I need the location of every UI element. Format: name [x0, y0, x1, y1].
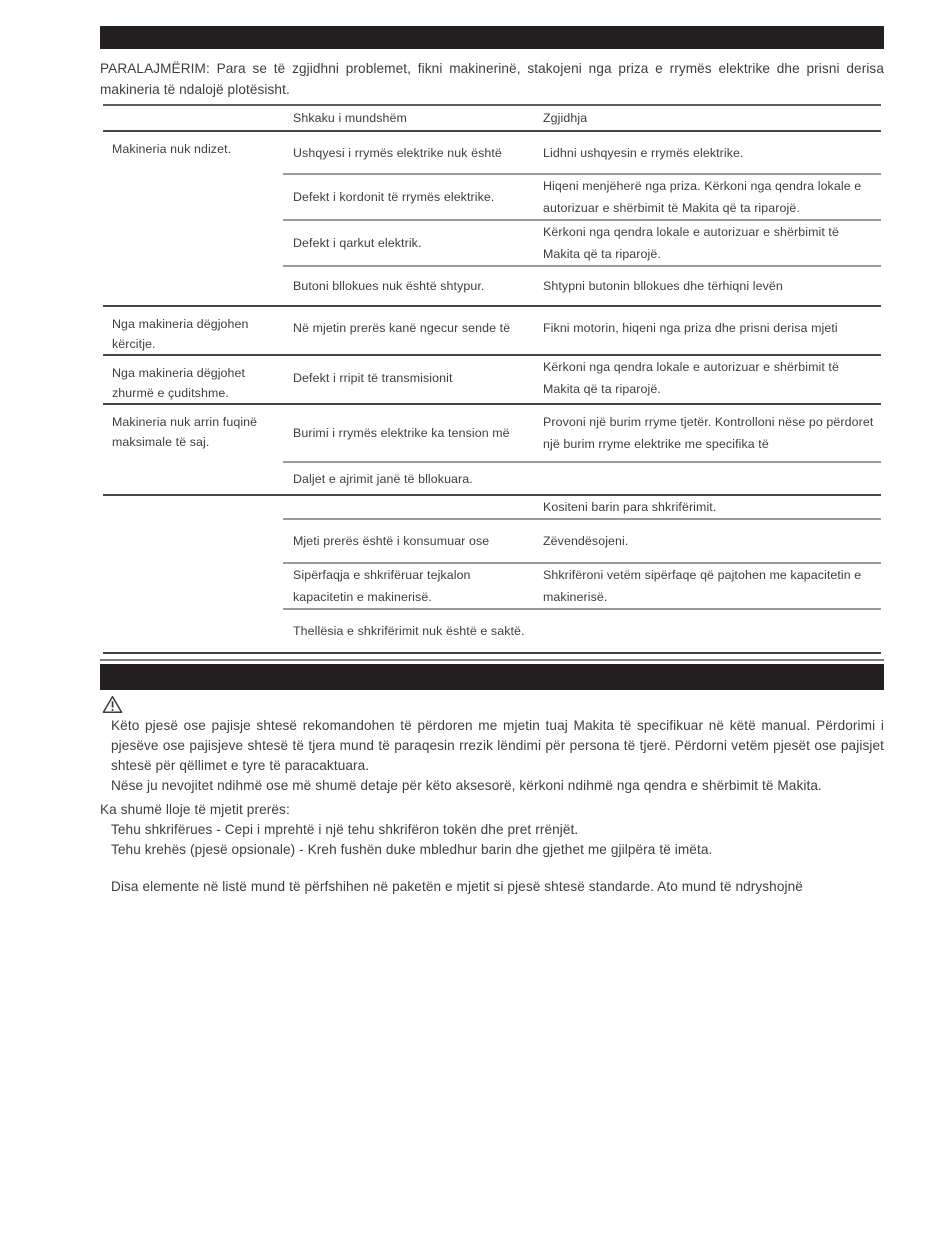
cause-cell: Thellësia e shkrifërimit nuk është e saktë.: [293, 624, 525, 638]
symptom-cell: Makineria nuk arrin fuqinë maksimale të saj.: [112, 415, 258, 449]
table-row: [283, 405, 881, 461]
cutting-tool-item: Tehu krehës (pjesë opsionale) - Kreh fushën duke mbledhur barin dhe gjethet me gjilpëra të imëta.: [111, 841, 713, 857]
solution-cell: Zëvendësojeni.: [543, 534, 629, 548]
solution-cell: Kositeni barin para shkrifërimit.: [543, 500, 717, 514]
table-row: [283, 518, 881, 562]
solution-cell: Kërkoni nga qendra lokale e autorizuar e shërbimit të Makita që ta riparojë.: [543, 360, 839, 396]
table-header-row: [103, 106, 881, 130]
accessories-warning-paragraph: Këto pjesë ose pajisje shtesë rekomandohen të përdoren me mjetin tuaj Makita të specifikuar në këtë manual. Përdorimi i pjesëve ose pajisjeve shtesë të tjera mund të paraqesin rrezik lëndimi për persona të tjerë. Përdorni vetëm pjesët ose pajisjet shtesë për qëllimet e tyre të paracaktuara.: [111, 718, 884, 773]
table-group: [103, 130, 881, 305]
troubleshooting-section-bar: [100, 26, 884, 49]
table-row: [283, 608, 881, 652]
accessories-help-paragraph: Nëse ju nevojitet ndihmë ose më shumë detaje për këto aksesorë, kërkoni ndihmë nga qendra e shërbimit të Makita.: [111, 778, 822, 793]
header-cause-cell: Shkaku i mundshëm: [293, 111, 407, 125]
solution-cell: Hiqeni menjëherë nga priza. Kërkoni nga qendra lokale e autorizuar e shërbimit të Makita që ta riparojë.: [543, 179, 862, 215]
troubleshooting-warning-text: PARALAJMËRIM: Para se të zgjidhni problemet, fikni makinerinë, stakojeni nga priza e rrymës elektrike dhe prisni derisa makineria të ndalojë plotësisht.: [100, 61, 884, 97]
table-bottom-rule: [100, 659, 884, 661]
solution-cell: Provoni një burim rryme tjetër. Kontrolloni nëse po përdoret një burim rryme elektrike me specifika të: [543, 415, 874, 451]
solution-cell: Fikni motorin, hiqeni nga priza dhe prisni derisa mjeti: [543, 321, 838, 335]
cause-cell: Defekt i kordonit të rrymës elektrike.: [293, 190, 495, 204]
solution-cell: Shkrifëroni vetëm sipërfaqe që pajtohen me kapacitetin e makinerisë.: [543, 568, 862, 604]
group-rows: [283, 356, 881, 403]
cause-cell: Sipërfaqja e shkrifëruar tejkalon kapacitetin e makinerisë.: [293, 568, 471, 604]
cause-cell: Në mjetin prerës kanë ngecur sende të: [293, 321, 511, 335]
header-solution-cell: Zgjidhja: [543, 111, 588, 125]
symptom-cell: Nga makineria dëgjohet zhurmë e çuditshme.: [112, 366, 246, 400]
cutting-tool-item: Tehu shkrifërues - Cepi i mprehtë i një tehu shkrifëron tokën dhe pret rrënjët.: [111, 822, 579, 837]
table-row: [283, 496, 881, 518]
table-row: [283, 461, 881, 494]
cause-cell: Mjeti prerës është i konsumuar ose: [293, 534, 490, 548]
group-rows: [283, 405, 881, 494]
table-group: [103, 305, 881, 354]
symptom-cell: Nga makineria dëgjohen kërcitje.: [112, 317, 249, 351]
group-rows: [283, 307, 881, 354]
symptom-cell: [103, 496, 283, 652]
table-group: [103, 403, 881, 494]
group-rows: [283, 132, 881, 305]
cause-cell: Defekt i rripit të transmisionit: [293, 371, 453, 385]
table-row: [283, 307, 881, 349]
cause-cell: Daljet e ajrimit janë të bllokuara.: [293, 471, 473, 486]
warning-triangle-icon: [102, 695, 884, 714]
standard-accessories-note: Disa elemente në listë mund të përfshihen në paketën e mjetit si pjesë shtesë standarde. Ato mund të ndryshojnë: [111, 879, 803, 894]
table-row: [283, 562, 881, 608]
table-row: [283, 356, 881, 400]
group-rows: [283, 496, 881, 652]
accessories-section-bar: [100, 664, 884, 690]
solution-cell: Shtypni butonin bllokues dhe tërhiqni levën: [543, 279, 783, 293]
table-row: [283, 265, 881, 305]
table-group: [103, 494, 881, 652]
cause-cell: Defekt i qarkut elektrik.: [293, 236, 422, 250]
cause-cell: Butoni bllokues nuk është shtypur.: [293, 279, 485, 293]
troubleshooting-table: [103, 104, 881, 654]
cutting-tools-intro: Ka shumë lloje të mjetit prerës:: [100, 802, 290, 817]
table-row: [283, 173, 881, 219]
cause-cell: Burimi i rrymës elektrike ka tension më: [293, 426, 510, 440]
cause-cell: Ushqyesi i rrymës elektrike nuk është: [293, 145, 502, 160]
table-group: [103, 354, 881, 403]
solution-cell: Kërkoni nga qendra lokale e autorizuar e shërbimit të Makita që ta riparojë.: [543, 225, 839, 261]
table-row: [283, 219, 881, 265]
table-row: [283, 132, 881, 173]
solution-cell: Lidhni ushqyesin e rrymës elektrike.: [543, 145, 744, 160]
symptom-cell: Makineria nuk ndizet.: [112, 142, 232, 156]
